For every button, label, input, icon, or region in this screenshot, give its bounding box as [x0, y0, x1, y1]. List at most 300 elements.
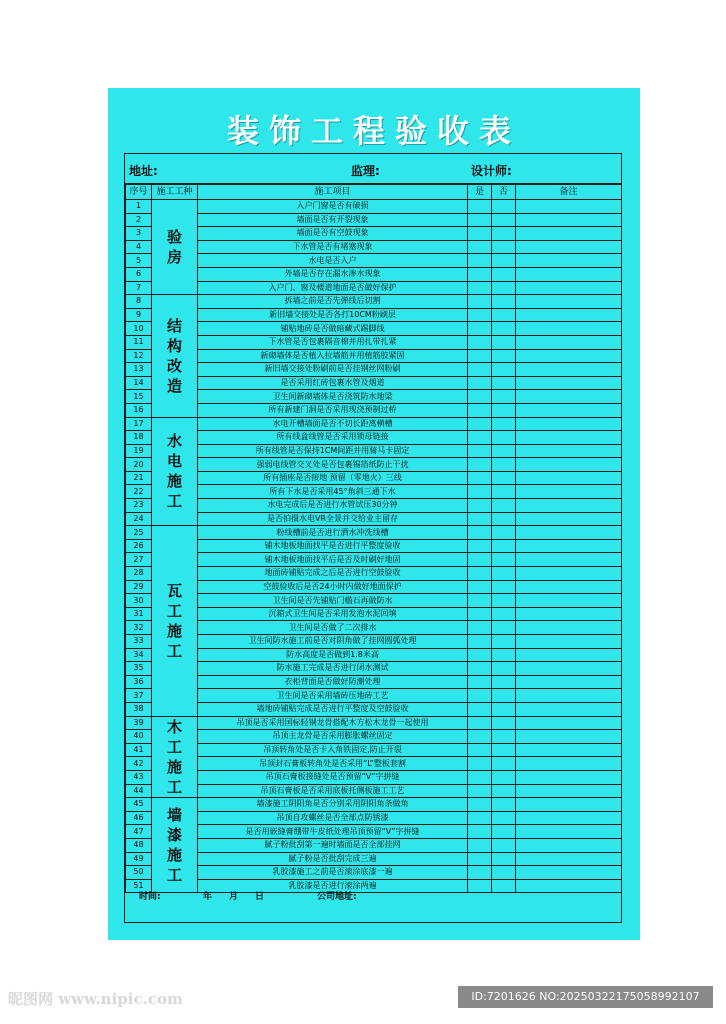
- no-check-cell: [492, 757, 516, 771]
- no-check-cell: [492, 526, 516, 540]
- no-check-cell: [492, 784, 516, 798]
- no-check-cell: [492, 254, 516, 268]
- remark-cell: [516, 526, 622, 540]
- inspection-item: 吊顶转角处是否卡入角铁固定,防止开裂: [198, 743, 468, 757]
- year-label: 年: [203, 892, 213, 902]
- inspection-item: 粉线槽前是否进行洒水冲洗线槽: [198, 526, 468, 540]
- table-row: [126, 743, 622, 757]
- yes-check-cell: [468, 349, 492, 363]
- day-label: 日: [255, 892, 265, 902]
- category-char: 工: [166, 777, 182, 796]
- remark-cell: [516, 458, 622, 472]
- remark-cell: [516, 431, 622, 445]
- watermark-logo: 昵图网 www.nipic.com: [8, 990, 183, 1008]
- address-label: 地址:: [129, 164, 158, 178]
- table-row: [126, 471, 622, 485]
- table-row: [126, 417, 622, 431]
- inspection-item: 卫生间是否先铺贴门槛石再做防水: [198, 594, 468, 608]
- category-cell: [152, 417, 198, 526]
- row-number: 17: [126, 417, 152, 431]
- row-number: 48: [126, 838, 152, 852]
- no-check-cell: [492, 689, 516, 703]
- inspection-item: 水电完成后是否进行水管试压30分钟: [198, 499, 468, 513]
- category-cell: [152, 295, 198, 417]
- table-row: [126, 553, 622, 567]
- category-char: 施: [166, 846, 182, 865]
- inspection-item: 空鼓验收后是否24小时内做好地面保护: [198, 580, 468, 594]
- inspection-item: 衣柜背面是否做好防潮处理: [198, 675, 468, 689]
- row-number: 13: [126, 363, 152, 377]
- no-check-cell: [492, 213, 516, 227]
- inspection-item: 水电是否入户: [198, 254, 468, 268]
- yes-check-cell: [468, 838, 492, 852]
- table-row: [126, 499, 622, 513]
- no-check-cell: [492, 580, 516, 594]
- inspection-item: 新旧墙交接处是否各打10CM粉刷层: [198, 308, 468, 322]
- no-check-cell: [492, 295, 516, 309]
- remark-cell: [516, 648, 622, 662]
- inspection-item: 所有线管是否保持1CM间距并用骑马卡固定: [198, 444, 468, 458]
- category-char: 施: [166, 621, 182, 640]
- yes-check-cell: [468, 594, 492, 608]
- inspection-item: 吊顶自攻螺丝是否全部点防锈漆: [198, 811, 468, 825]
- no-check-cell: [492, 512, 516, 526]
- table-row: [126, 757, 622, 771]
- category-char: 水: [166, 432, 182, 451]
- yes-check-cell: [468, 689, 492, 703]
- table-row: [126, 512, 622, 526]
- inspection-item: 吊顶是否采用国标轻钢龙骨搭配木方松木龙骨一起使用: [198, 716, 468, 730]
- row-number: 44: [126, 784, 152, 798]
- remark-cell: [516, 349, 622, 363]
- month-label: 月: [229, 892, 239, 902]
- no-check-cell: [492, 730, 516, 744]
- remark-cell: [516, 811, 622, 825]
- no-check-cell: [492, 648, 516, 662]
- no-check-cell: [492, 390, 516, 404]
- yes-check-cell: [468, 798, 492, 812]
- category-char: 工: [166, 492, 182, 511]
- remark-cell: [516, 825, 622, 839]
- acceptance-form-poster: [108, 88, 640, 940]
- remark-cell: [516, 499, 622, 513]
- remark-cell: [516, 716, 622, 730]
- yes-check-cell: [468, 335, 492, 349]
- header-item: 施工项目: [198, 185, 468, 200]
- yes-check-cell: [468, 553, 492, 567]
- table-row: [126, 376, 622, 390]
- category-char: 工: [166, 737, 182, 756]
- remark-cell: [516, 635, 622, 649]
- inspection-item: 所有线盒线管是否采用锁母链接: [198, 431, 468, 445]
- table-row: [126, 648, 622, 662]
- yes-check-cell: [468, 471, 492, 485]
- yes-check-cell: [468, 444, 492, 458]
- table-row: [126, 811, 622, 825]
- category-char: 瓦: [166, 581, 182, 600]
- no-check-cell: [492, 308, 516, 322]
- table-row: [126, 635, 622, 649]
- no-check-cell: [492, 335, 516, 349]
- no-check-cell: [492, 825, 516, 839]
- inspection-item: 入户门窗是否有破损: [198, 200, 468, 214]
- header-type: 施工工种: [152, 185, 198, 200]
- inspection-item: 所有新建门洞是否采用现浇预制过桥: [198, 403, 468, 417]
- remark-cell: [516, 567, 622, 581]
- time-label: 时间:: [139, 892, 161, 902]
- category-char: 房: [166, 248, 182, 267]
- inspection-item: 下水管是否有堵塞现象: [198, 240, 468, 254]
- row-number: 1: [126, 200, 152, 214]
- table-row: [126, 281, 622, 295]
- table-row: [126, 240, 622, 254]
- row-number: 30: [126, 594, 152, 608]
- remark-cell: [516, 485, 622, 499]
- category-char: 验: [166, 228, 182, 247]
- category-char: 结: [166, 316, 182, 335]
- no-check-cell: [492, 607, 516, 621]
- remark-cell: [516, 322, 622, 336]
- table-row: [126, 662, 622, 676]
- remark-cell: [516, 770, 622, 784]
- yes-check-cell: [468, 730, 492, 744]
- yes-check-cell: [468, 784, 492, 798]
- remark-cell: [516, 852, 622, 866]
- row-number: 8: [126, 295, 152, 309]
- yes-check-cell: [468, 512, 492, 526]
- remark-cell: [516, 417, 622, 431]
- no-check-cell: [492, 431, 516, 445]
- inspection-item: 墙面是否有空鼓现象: [198, 227, 468, 241]
- no-check-cell: [492, 539, 516, 553]
- row-number: 25: [126, 526, 152, 540]
- header-remark: 备注: [516, 185, 622, 200]
- table-row: [126, 363, 622, 377]
- category-char: 墙: [166, 806, 182, 825]
- remark-cell: [516, 267, 622, 281]
- row-number: 43: [126, 770, 152, 784]
- category-char: 施: [166, 472, 182, 491]
- yes-check-cell: [468, 308, 492, 322]
- no-check-cell: [492, 635, 516, 649]
- inspection-item: 卫生间是否采用墙砖压地砖工艺: [198, 689, 468, 703]
- category-cell: [152, 526, 198, 716]
- remark-cell: [516, 580, 622, 594]
- inspection-item: 下水管是否包裹隔音棉并用扎带扎紧: [198, 335, 468, 349]
- table-row: [126, 349, 622, 363]
- inspection-item: 地面砖铺贴完成之后是否进行空鼓验收: [198, 567, 468, 581]
- header-no-check: 否: [492, 185, 516, 200]
- yes-check-cell: [468, 485, 492, 499]
- table-row: [126, 227, 622, 241]
- no-check-cell: [492, 444, 516, 458]
- no-check-cell: [492, 349, 516, 363]
- row-number: 39: [126, 716, 152, 730]
- no-check-cell: [492, 363, 516, 377]
- yes-check-cell: [468, 580, 492, 594]
- row-number: 49: [126, 852, 152, 866]
- table-row: [126, 580, 622, 594]
- inspection-item: 是否采用红砖包裹水管及烟道: [198, 376, 468, 390]
- yes-check-cell: [468, 539, 492, 553]
- inspection-item: 吊顶石膏板是否采用底板托侧板施工工艺: [198, 784, 468, 798]
- watermark-id: ID:7201626 NO:20250322175058992107: [458, 986, 713, 1008]
- row-number: 34: [126, 648, 152, 662]
- yes-check-cell: [468, 621, 492, 635]
- no-check-cell: [492, 770, 516, 784]
- inspection-item: 入户门、窗及楼道地面是否做好保护: [198, 281, 468, 295]
- yes-check-cell: [468, 825, 492, 839]
- table-row: [126, 485, 622, 499]
- table-row: [126, 675, 622, 689]
- yes-check-cell: [468, 227, 492, 241]
- remark-cell: [516, 743, 622, 757]
- table-row: [126, 431, 622, 445]
- inspection-item: 卫生间新砌墙体是否浇筑防水地梁: [198, 390, 468, 404]
- remark-cell: [516, 702, 622, 716]
- yes-check-cell: [468, 716, 492, 730]
- row-number: 11: [126, 335, 152, 349]
- inspection-item: 铺木地板地面找平后是否及时刷好地固: [198, 553, 468, 567]
- table-row: [126, 444, 622, 458]
- inspection-item: 防水施工完成是否进行闭水测试: [198, 662, 468, 676]
- inspection-item: 墙漆施工阴阳角是否分别采用阴阳角条做角: [198, 798, 468, 812]
- yes-check-cell: [468, 295, 492, 309]
- yes-check-cell: [468, 281, 492, 295]
- yes-check-cell: [468, 811, 492, 825]
- inspection-item: 卫生间是否做了二次排水: [198, 621, 468, 635]
- yes-check-cell: [468, 526, 492, 540]
- table-row: [126, 770, 622, 784]
- remark-cell: [516, 444, 622, 458]
- row-number: 24: [126, 512, 152, 526]
- remark-cell: [516, 607, 622, 621]
- inspection-item: 沉箱式卫生间是否采用发泡水泥回填: [198, 607, 468, 621]
- remark-cell: [516, 539, 622, 553]
- row-number: 4: [126, 240, 152, 254]
- category-char: 电: [166, 452, 182, 471]
- no-check-cell: [492, 621, 516, 635]
- category-char: 工: [166, 641, 182, 660]
- inspection-item: 吊顶主龙骨是否采用膨胀螺丝固定: [198, 730, 468, 744]
- yes-check-cell: [468, 363, 492, 377]
- yes-check-cell: [468, 254, 492, 268]
- table-row: [126, 403, 622, 417]
- form-frame: [124, 153, 622, 923]
- remark-cell: [516, 363, 622, 377]
- table-row: [126, 308, 622, 322]
- remark-cell: [516, 662, 622, 676]
- row-number: 9: [126, 308, 152, 322]
- remark-cell: [516, 254, 622, 268]
- remark-cell: [516, 403, 622, 417]
- row-number: 36: [126, 675, 152, 689]
- table-row: [126, 322, 622, 336]
- category-char: 工: [166, 601, 182, 620]
- inspection-item: 腻子粉批刮第一遍时墙面是否全部挂网: [198, 838, 468, 852]
- inspection-item: 墙地砖铺贴完成是否进行平整度及空鼓验收: [198, 702, 468, 716]
- table-row: [126, 838, 622, 852]
- yes-check-cell: [468, 403, 492, 417]
- table-row: [126, 254, 622, 268]
- row-number: 7: [126, 281, 152, 295]
- yes-check-cell: [468, 635, 492, 649]
- row-number: 23: [126, 499, 152, 513]
- inspection-item: 墙面是否有开裂现象: [198, 213, 468, 227]
- inspection-item: 防水高度是否做到1.8米高: [198, 648, 468, 662]
- no-check-cell: [492, 376, 516, 390]
- inspection-table: [125, 184, 622, 893]
- remark-cell: [516, 838, 622, 852]
- no-check-cell: [492, 240, 516, 254]
- remark-cell: [516, 675, 622, 689]
- table-row: [126, 526, 622, 540]
- no-check-cell: [492, 662, 516, 676]
- row-number: 21: [126, 471, 152, 485]
- remark-cell: [516, 621, 622, 635]
- remark-cell: [516, 335, 622, 349]
- yes-check-cell: [468, 770, 492, 784]
- row-number: 15: [126, 390, 152, 404]
- no-check-cell: [492, 567, 516, 581]
- category-cell: [152, 716, 198, 798]
- category-char: 构: [166, 336, 182, 355]
- remark-cell: [516, 390, 622, 404]
- row-number: 3: [126, 227, 152, 241]
- yes-check-cell: [468, 648, 492, 662]
- category-char: 漆: [166, 826, 182, 845]
- remark-cell: [516, 594, 622, 608]
- row-number: 29: [126, 580, 152, 594]
- designer-label: 设计师:: [471, 164, 512, 178]
- table-row: [126, 689, 622, 703]
- row-number: 45: [126, 798, 152, 812]
- yes-check-cell: [468, 567, 492, 581]
- remark-cell: [516, 308, 622, 322]
- no-check-cell: [492, 499, 516, 513]
- inspection-item: 铺贴地砖是否做暗藏式踢脚线: [198, 322, 468, 336]
- inspection-item: 新砌墙体是否植入拉墙筋并用植筋胶紧固: [198, 349, 468, 363]
- no-check-cell: [492, 811, 516, 825]
- yes-check-cell: [468, 607, 492, 621]
- no-check-cell: [492, 743, 516, 757]
- inspection-item: 铺木地板地面找平是否进行平整度验收: [198, 539, 468, 553]
- remark-cell: [516, 376, 622, 390]
- yes-check-cell: [468, 200, 492, 214]
- table-row: [126, 200, 622, 214]
- yes-check-cell: [468, 390, 492, 404]
- category-char: 施: [166, 757, 182, 776]
- table-row: [126, 295, 622, 309]
- row-number: 32: [126, 621, 152, 635]
- no-check-cell: [492, 594, 516, 608]
- remark-cell: [516, 471, 622, 485]
- yes-check-cell: [468, 458, 492, 472]
- no-check-cell: [492, 417, 516, 431]
- yes-check-cell: [468, 240, 492, 254]
- no-check-cell: [492, 798, 516, 812]
- no-check-cell: [492, 553, 516, 567]
- table-row: [126, 267, 622, 281]
- row-number: 22: [126, 485, 152, 499]
- row-number: 41: [126, 743, 152, 757]
- header-yes: 是: [468, 185, 492, 200]
- header-no: 序号: [126, 185, 152, 200]
- no-check-cell: [492, 458, 516, 472]
- remark-cell: [516, 757, 622, 771]
- row-number: 19: [126, 444, 152, 458]
- yes-check-cell: [468, 662, 492, 676]
- row-number: 14: [126, 376, 152, 390]
- row-number: 16: [126, 403, 152, 417]
- row-number: 18: [126, 431, 152, 445]
- yes-check-cell: [468, 431, 492, 445]
- table-row: [126, 716, 622, 730]
- row-number: 12: [126, 349, 152, 363]
- remark-cell: [516, 213, 622, 227]
- no-check-cell: [492, 227, 516, 241]
- table-row: [126, 539, 622, 553]
- no-check-cell: [492, 485, 516, 499]
- table-row: [126, 567, 622, 581]
- inspection-item: 是否拍摄水电VR全景并交给业主留存: [198, 512, 468, 526]
- remark-cell: [516, 730, 622, 744]
- yes-check-cell: [468, 757, 492, 771]
- inspection-item: 新旧墙交接处粉刷前是否挂钢丝网粉刷: [198, 363, 468, 377]
- row-number: 47: [126, 825, 152, 839]
- inspection-item: 吊顶石膏板接缝处是否预留“V”字拼缝: [198, 770, 468, 784]
- no-check-cell: [492, 675, 516, 689]
- table-row: [126, 798, 622, 812]
- row-number: 31: [126, 607, 152, 621]
- inspection-item: 吊顶封石膏板转角处是否采用“L”整板套割: [198, 757, 468, 771]
- remark-cell: [516, 227, 622, 241]
- inspection-item: 强弱电线管交叉处是否包裹锡箔纸防止干扰: [198, 458, 468, 472]
- category-cell: [152, 200, 198, 295]
- no-check-cell: [492, 200, 516, 214]
- table-row: [126, 607, 622, 621]
- category-char: 改: [166, 356, 182, 375]
- inspection-item: 卫生间防水施工前是否对阴角做了挂网圆弧处理: [198, 635, 468, 649]
- remark-cell: [516, 200, 622, 214]
- no-check-cell: [492, 838, 516, 852]
- row-number: 46: [126, 811, 152, 825]
- remark-cell: [516, 512, 622, 526]
- table-row: [126, 784, 622, 798]
- row-number: 42: [126, 757, 152, 771]
- company-address-label: 公司地址:: [317, 892, 357, 902]
- row-number: 38: [126, 702, 152, 716]
- inspection-item: 拆墙之前是否先弹线后切割: [198, 295, 468, 309]
- yes-check-cell: [468, 417, 492, 431]
- no-check-cell: [492, 322, 516, 336]
- yes-check-cell: [468, 499, 492, 513]
- table-row: [126, 852, 622, 866]
- inspection-item: 腻子粉是否批刮完成三遍: [198, 852, 468, 866]
- no-check-cell: [492, 471, 516, 485]
- remark-cell: [516, 784, 622, 798]
- row-number: 20: [126, 458, 152, 472]
- row-number: 6: [126, 267, 152, 281]
- no-check-cell: [492, 716, 516, 730]
- table-row: [126, 621, 622, 635]
- row-number: 2: [126, 213, 152, 227]
- row-number: 33: [126, 635, 152, 649]
- inspection-item: 水电开槽墙面是否不切长距离横槽: [198, 417, 468, 431]
- table-row: [126, 213, 622, 227]
- form-title: 装饰工程验收表: [226, 112, 521, 150]
- inspection-item: 所有插座是否接地 预留（零地火）三线: [198, 471, 468, 485]
